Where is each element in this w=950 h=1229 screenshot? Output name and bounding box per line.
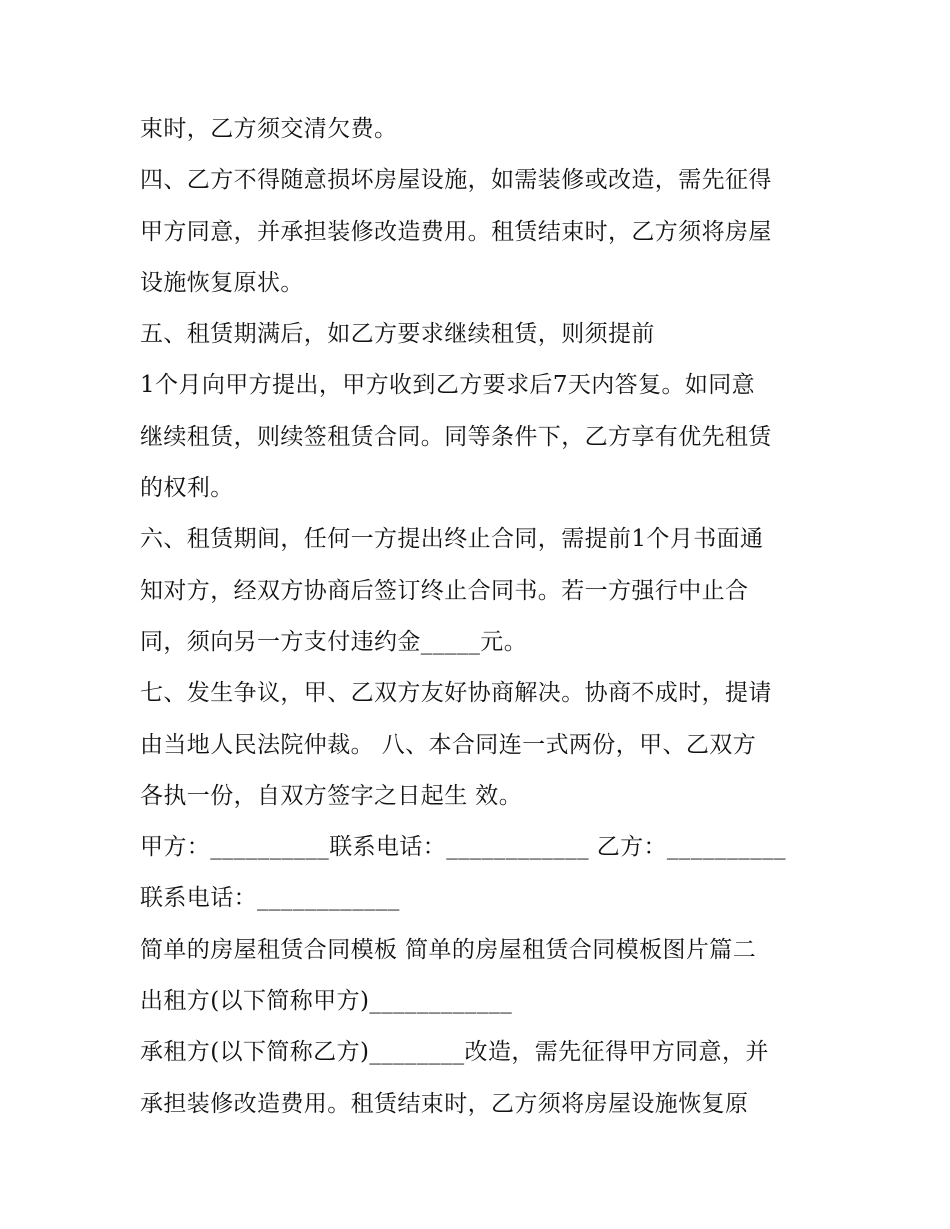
lessee-line: 承租方(以下简称乙方)________改造，需先征得甲方同意，并 [140,1039,769,1066]
text-line-06: 1个月向甲方提出，甲方收到乙方要求后7天内答复。如同意 [140,372,756,399]
text-line-12: 七、发生争议，甲、乙双方友好协商解决。协商不成时，提请 [140,680,772,707]
text-line-04: 设施恢复原状。 [140,269,304,296]
lessor-line: 出租方(以下简称甲方)____________ [140,988,513,1015]
text-line-03: 甲方同意，并承担装修改造费用。租赁结束时，乙方须将房屋 [140,218,772,245]
section-title-line: 简单的房屋租赁合同模板 简单的房屋租赁合同模板图片篇二 [140,936,757,963]
text-line-07: 继续租赁，则续签租赁合同。同等条件下，乙方享有优先租赁 [140,423,772,450]
text-line-20: 承担装修改造费用。租赁结束时，乙方须将房屋设施恢复原 [140,1090,749,1117]
text-line-14: 各执一份，自双方签字之日起生 效。 [140,782,523,809]
signature-line-party-a: 甲方：__________联系电话：____________ 乙方：__________ [140,834,786,861]
text-line-08: 的权利。 [140,475,234,502]
text-line-11: 同，须向另一方支付违约金_____元。 [140,628,528,655]
text-line-02: 四、乙方不得随意损坏房屋设施，如需装修或改造，需先征得 [140,167,772,194]
text-line-01: 束时，乙方须交清欠费。 [140,116,398,142]
contract-body-text [140,107,820,1133]
text-line-05: 五、租赁期满后，如乙方要求继续租赁，则须提前 [140,321,655,348]
text-line-13: 由当地人民法院仲裁。 八、本合同连一式两份，甲、乙双方 [140,731,757,758]
text-line-09: 六、租赁期间，任何一方提出终止合同，需提前1个月书面通 [140,526,764,553]
text-line-10: 知对方，经双方协商后签订终止合同书。若一方强行中止合 [140,577,749,604]
signature-line-phone: 联系电话：____________ [140,885,400,912]
